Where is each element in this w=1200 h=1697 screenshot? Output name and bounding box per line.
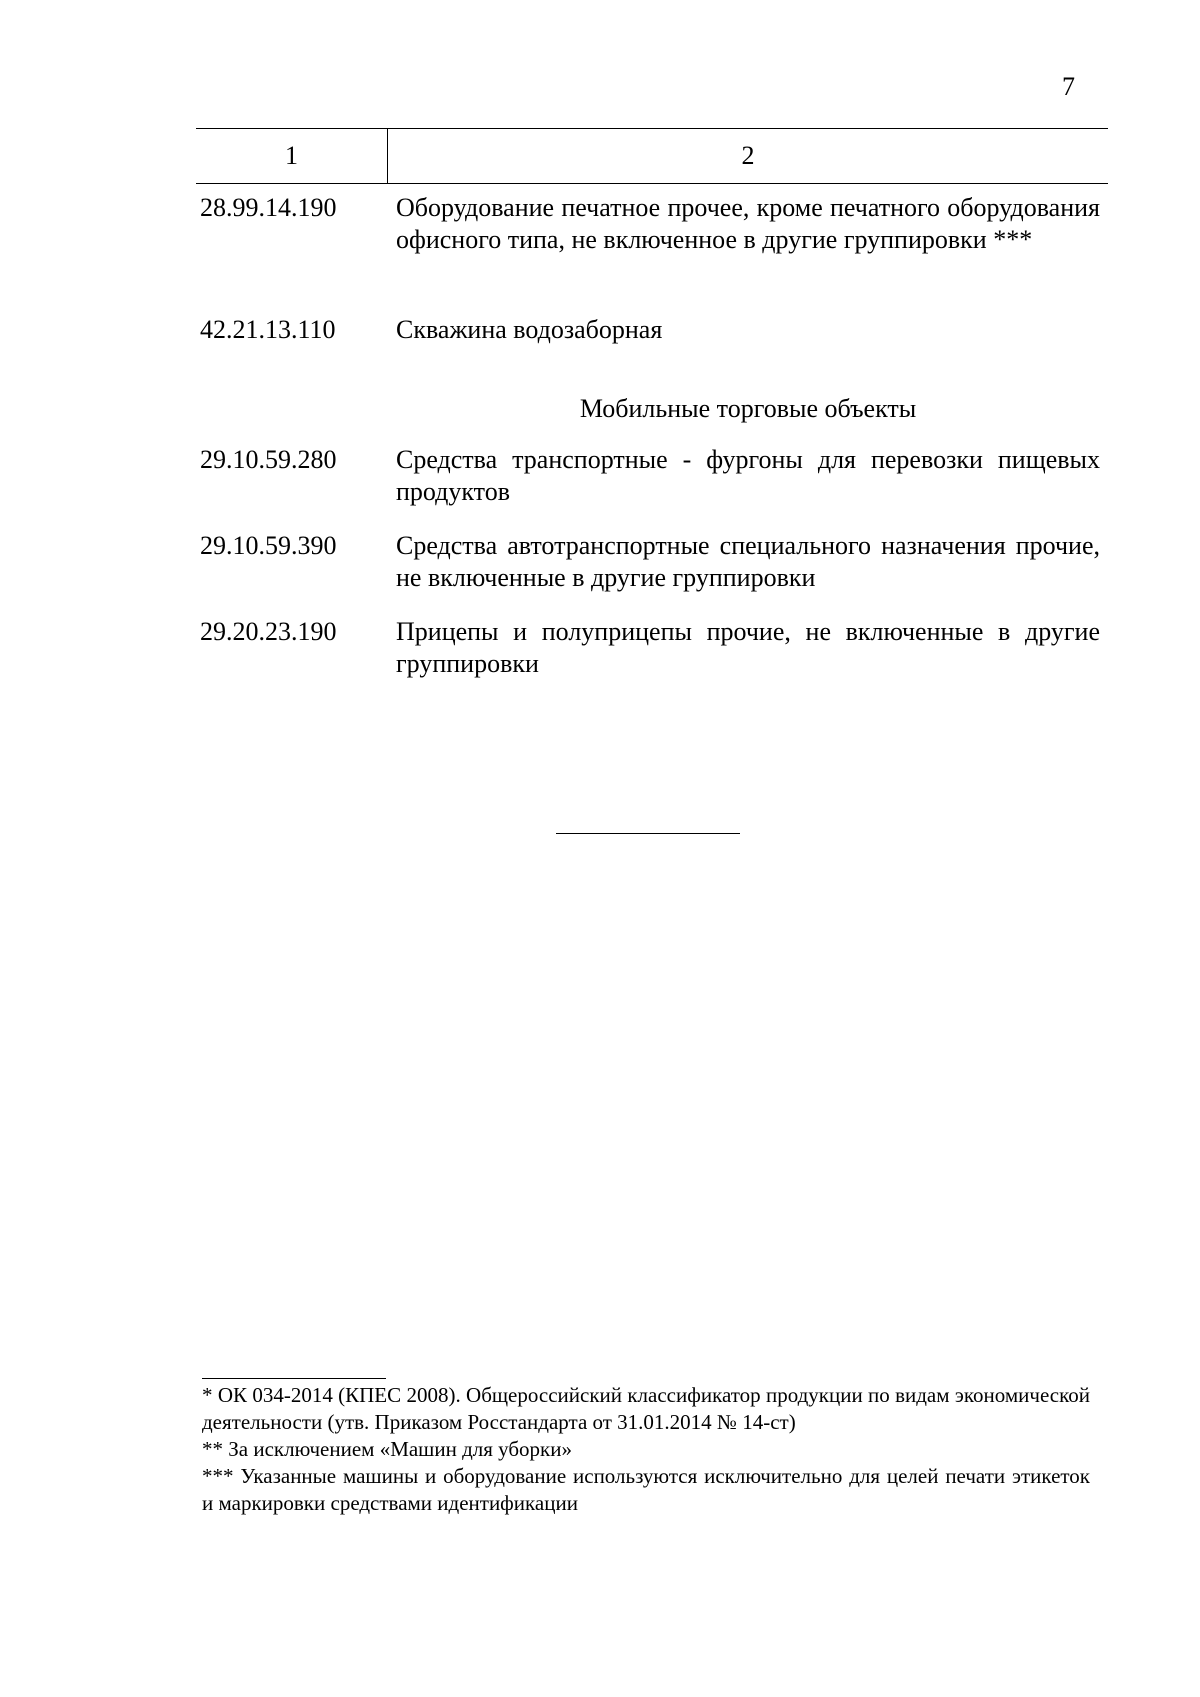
row-description: Оборудование печатное прочее, кроме печатного оборудования офисного типа, не включенное в другие группировки *** [396,193,1100,254]
footnotes [202,1382,1090,1517]
row-description: Прицепы и полуприцепы прочие, не включенные в другие группировки [396,617,1100,678]
row-code: 28.99.14.190 [200,193,337,222]
footnote-2: ** За исключением «Машин для уборки» [202,1437,573,1461]
footnote-1: * ОК 034-2014 (КПЕС 2008). Общероссийский классификатор продукции по видам экономической деятельности (утв. Приказом Росстандарта от 31.01.2014 № 14-ст) [202,1383,1090,1434]
table-header [196,128,1108,184]
row-description: Скважина водозаборная [396,315,663,344]
row-description: Средства транспортные - фургоны для перевозки пищевых продуктов [396,445,1100,506]
section-title: Мобильные торговые объекты [579,394,917,423]
footnote-separator [202,1378,386,1379]
table-header-col-1: 1 [285,141,298,170]
page-number: 7 [1062,72,1075,101]
footnote-3: *** Указанные машины и оборудование используются исключительно для целей печати этикеток и маркировки средствами идентификации [202,1464,1090,1515]
row-description: Средства автотранспортные специального назначения прочие, не включенные в другие группировки [396,531,1100,592]
row-code: 29.10.59.390 [200,531,337,560]
row-code: 29.20.23.190 [200,617,337,646]
end-of-table-rule [556,833,740,834]
table-header-col-2: 2 [741,141,755,170]
row-code: 29.10.59.280 [200,445,337,474]
row-code: 42.21.13.110 [200,315,336,344]
